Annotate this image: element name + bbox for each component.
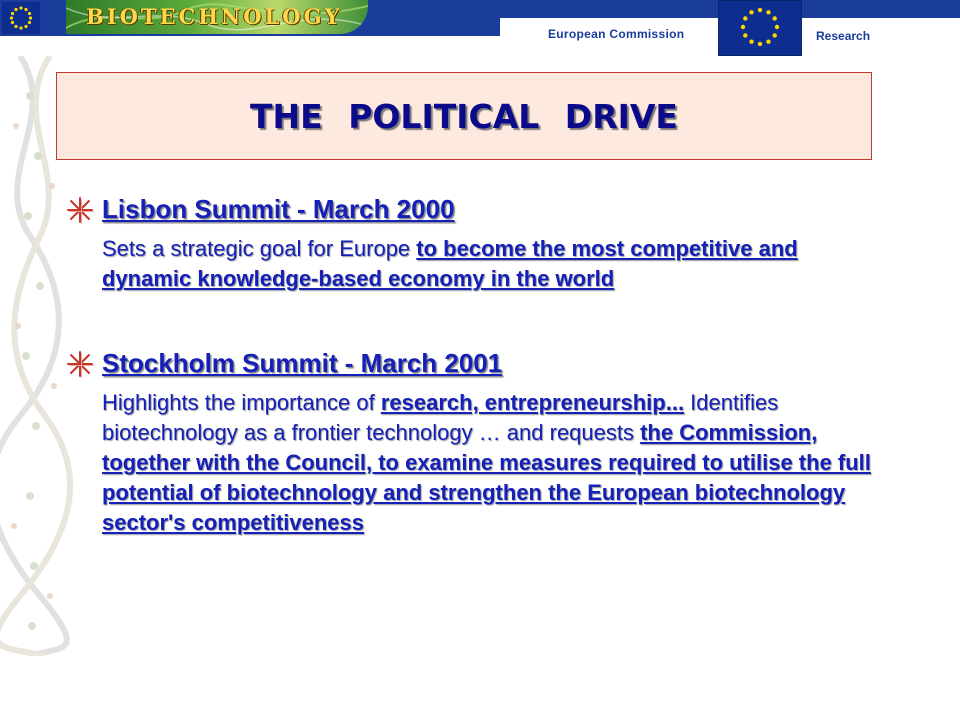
section-lisbon bbox=[62, 190, 902, 294]
section-stockholm bbox=[62, 344, 902, 538]
section-heading-row bbox=[62, 190, 902, 234]
research-label: Research bbox=[816, 29, 871, 43]
commission-label: European Commission bbox=[548, 27, 685, 41]
lisbon-summit-heading[interactable]: Lisbon Summit - March 2000 bbox=[102, 194, 455, 224]
banner-title: BIOTECHNOLOGY bbox=[86, 4, 343, 29]
lisbon-summit-text bbox=[102, 234, 892, 294]
header-bar bbox=[0, 0, 960, 56]
stockholm-text-emphasis-1[interactable]: research, entrepreneurship... bbox=[380, 390, 685, 415]
lisbon-text-plain: Sets a strategic goal for Europe bbox=[102, 236, 417, 261]
stockholm-text-plain-2: Identifies biotechnology as a frontier technology … and requests bbox=[102, 390, 779, 445]
stockholm-text-emphasis-2[interactable]: the Commission, together with the Council, to examine measures required to utilise the full potential of biotechnology and strengthen the European biotechnology sector's competitiveness bbox=[102, 420, 871, 535]
asterisk-bullet-icon bbox=[62, 192, 98, 228]
slide-title: THE POLITICAL DRIVE bbox=[250, 96, 678, 136]
lisbon-text-emphasis[interactable]: to become the most competitive and dynamic knowledge-based economy in the world bbox=[102, 236, 798, 291]
section-heading-row bbox=[62, 344, 902, 388]
eu-flag-icon bbox=[718, 0, 802, 56]
slide-content bbox=[62, 190, 902, 538]
asterisk-bullet-icon bbox=[62, 346, 98, 382]
stockholm-summit-heading[interactable]: Stockholm Summit - March 2001 bbox=[102, 348, 503, 378]
stockholm-summit-text bbox=[102, 388, 892, 538]
eu-flag-small-icon bbox=[2, 2, 40, 34]
biotechnology-banner bbox=[66, 0, 368, 34]
stockholm-text-plain-1: Highlights the importance of bbox=[102, 390, 381, 415]
title-box bbox=[56, 72, 872, 160]
